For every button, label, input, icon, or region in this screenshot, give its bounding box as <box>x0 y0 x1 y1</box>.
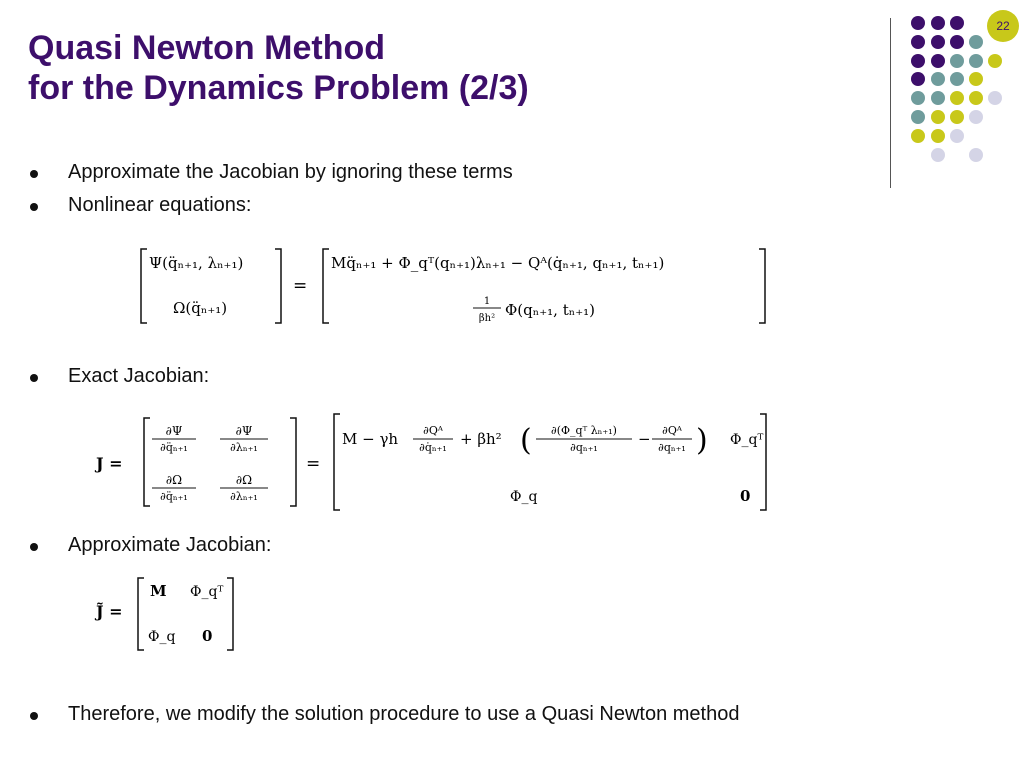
bullet-ignore-terms: Approximate the Jacobian by ignoring these terms <box>68 161 513 183</box>
decorative-dot <box>950 129 964 143</box>
phi-q-transpose: Φ_qᵀ <box>730 432 764 448</box>
mass-minus-damping: M − γh <box>342 430 399 448</box>
decorative-dot <box>969 54 983 68</box>
bullet-quasi-newton: Therefore, we modify the solution procedure to use a Quasi Newton method <box>68 703 740 725</box>
decorative-dot <box>950 91 964 105</box>
decorative-dot <box>911 16 925 30</box>
exact-jacobian-formula <box>90 412 780 514</box>
slide-title-line-2: for the Dynamics Problem (2/3) <box>28 69 529 107</box>
decorative-dot <box>931 148 945 162</box>
decorative-dot <box>969 110 983 124</box>
decorative-dot <box>950 16 964 30</box>
dq-dqdot-denominator: ∂q̇ₙ₊₁ <box>419 441 447 454</box>
bullet-dot <box>30 712 38 720</box>
mass-matrix: M <box>150 582 167 600</box>
dq-dqdot-numerator: ∂Qᴬ <box>423 424 443 437</box>
phi-q: Φ_q <box>510 489 538 505</box>
decorative-dot <box>969 35 983 49</box>
jacobian-symbol: J = <box>96 454 123 473</box>
fraction-denominator: βh² <box>478 313 496 324</box>
bullet-dot <box>30 374 38 382</box>
close-paren: ) <box>696 423 708 458</box>
decorative-dot <box>950 35 964 49</box>
decorative-dot <box>931 16 945 30</box>
decorative-dot <box>931 129 945 143</box>
decorative-dot <box>969 148 983 162</box>
plus-beta-h2: + βh² <box>460 430 502 448</box>
constraint-force-numerator: ∂(Φ_qᵀ λₙ₊₁) <box>551 424 617 437</box>
decorative-dot <box>931 91 945 105</box>
constraint-equation: Φ(qₙ₊₁, tₙ₊₁) <box>505 301 596 319</box>
decorative-dot <box>911 35 925 49</box>
bullet-dot <box>30 543 38 551</box>
minus-sign: − <box>638 430 651 448</box>
page-number-badge: 22 <box>987 10 1019 42</box>
zero-block: 0 <box>740 487 751 505</box>
psi-residual: Ψ(q̈ₙ₊₁, λₙ₊₁) <box>149 254 244 272</box>
decorative-dot <box>969 72 983 86</box>
decorative-dot <box>911 72 925 86</box>
decorative-dot <box>950 110 964 124</box>
phi-q: Φ_q <box>148 629 176 645</box>
m22-numerator: ∂Ω <box>235 473 253 487</box>
decorative-dot <box>931 35 945 49</box>
decorative-dot <box>950 72 964 86</box>
m21-numerator: ∂Ω <box>165 473 183 487</box>
decorative-dot <box>950 54 964 68</box>
equals-sign: = <box>306 454 321 474</box>
m11-numerator: ∂Ψ <box>165 424 183 438</box>
decorative-dot <box>911 129 925 143</box>
decorative-dot <box>911 91 925 105</box>
m12-numerator: ∂Ψ <box>235 424 253 438</box>
nonlinear-equations-formula <box>135 245 775 327</box>
bullet-approximate-jacobian: Approximate Jacobian: <box>68 534 272 556</box>
bullet-exact-jacobian: Exact Jacobian: <box>68 365 210 387</box>
open-paren: ( <box>520 423 532 458</box>
decorative-dot <box>911 110 925 124</box>
phi-q-transpose: Φ_qᵀ <box>190 584 224 600</box>
approx-jacobian-symbol: J̃ = <box>96 602 123 621</box>
m12-denominator: ∂λₙ₊₁ <box>230 441 258 454</box>
decorative-dot <box>931 54 945 68</box>
bullet-dot <box>30 203 38 211</box>
m11-denominator: ∂q̈ₙ₊₁ <box>160 441 188 454</box>
decorative-dot <box>969 91 983 105</box>
decorative-dot <box>911 54 925 68</box>
fraction-numerator: 1 <box>483 296 491 307</box>
bullet-dot <box>30 170 38 178</box>
equals-sign: = <box>293 276 308 296</box>
slide-title-line-1: Quasi Newton Method <box>28 29 385 67</box>
zero-block: 0 <box>202 627 213 645</box>
decorative-dot <box>988 54 1002 68</box>
constraint-force-denominator: ∂qₙ₊₁ <box>570 441 598 454</box>
decorative-dot <box>931 72 945 86</box>
m21-denominator: ∂q̈ₙ₊₁ <box>160 490 188 503</box>
decorative-dot <box>988 91 1002 105</box>
dq-dq-numerator: ∂Qᴬ <box>662 424 682 437</box>
equation-of-motion: Mq̈ₙ₊₁ + Φ_qᵀ(qₙ₊₁)λₙ₊₁ − Qᴬ(q̇ₙ₊₁, qₙ₊₁, tₙ₊₁) <box>331 254 665 272</box>
approximate-jacobian-formula <box>90 574 250 654</box>
bullet-nonlinear-equations: Nonlinear equations: <box>68 194 252 216</box>
dq-dq-denominator: ∂qₙ₊₁ <box>658 441 686 454</box>
omega-residual: Ω(q̈ₙ₊₁) <box>173 299 228 317</box>
decorative-dot <box>931 110 945 124</box>
m22-denominator: ∂λₙ₊₁ <box>230 490 258 503</box>
